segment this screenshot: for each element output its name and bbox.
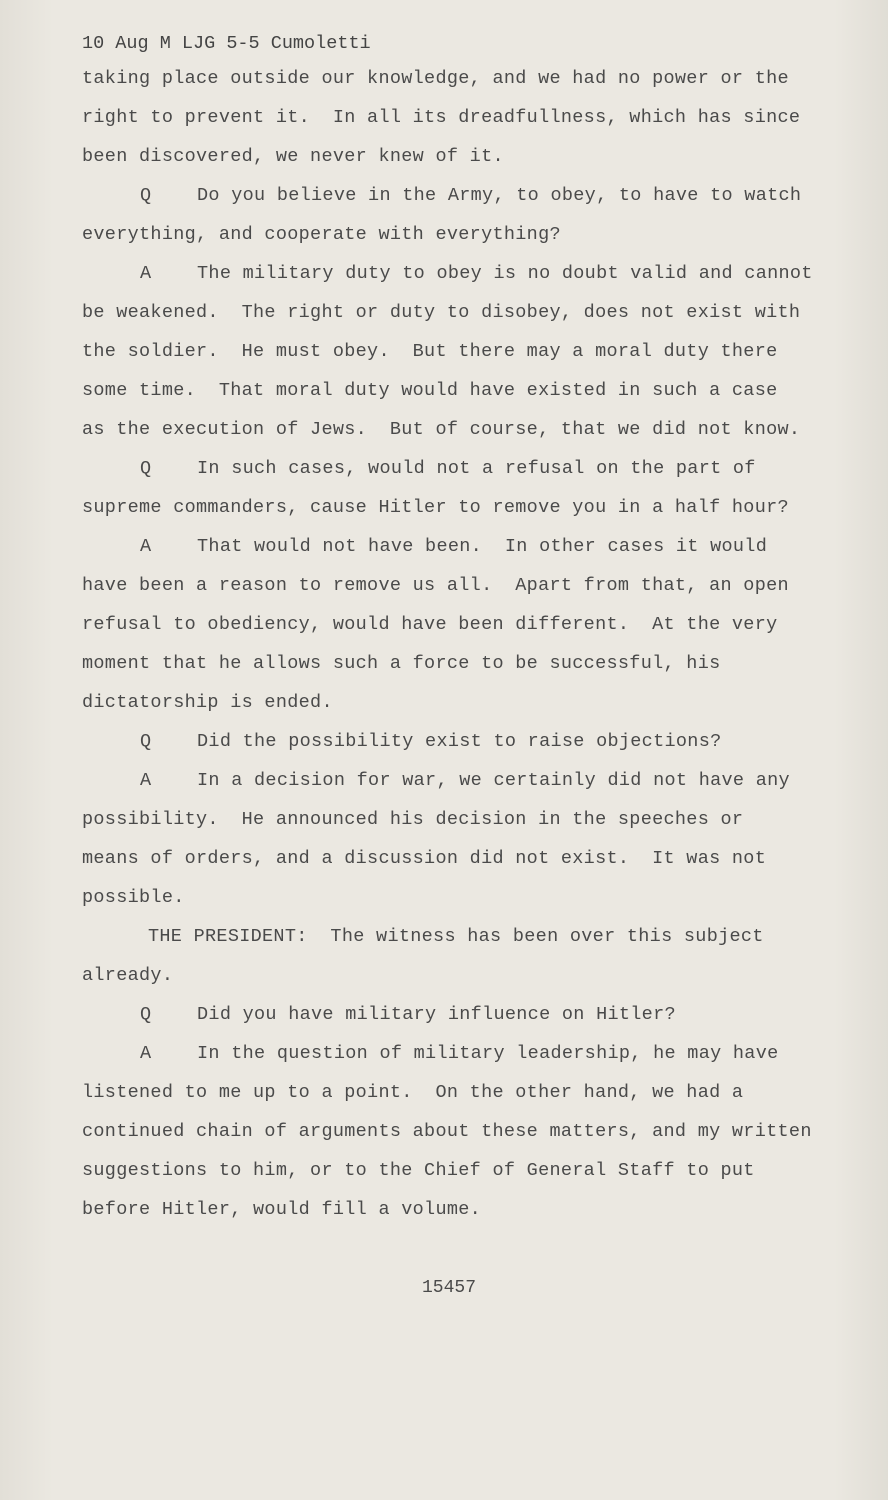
text-line: means of orders, and a discussion did not exist. It was not xyxy=(82,848,767,869)
text-line: refusal to obediency, would have been different. At the very xyxy=(82,614,778,635)
text-line: supreme commanders, cause Hitler to remove you in a half hour? xyxy=(82,497,789,518)
text-line: Q Do you believe in the Army, to obey, to have to watch xyxy=(140,185,802,206)
text-line: moment that he allows such a force to be successful, his xyxy=(82,653,721,674)
page-header: 10 Aug M LJG 5-5 Cumoletti xyxy=(82,33,371,54)
page-number: 15457 xyxy=(422,1278,477,1298)
text-line: right to prevent it. In all its dreadfullness, which has since xyxy=(82,107,801,128)
text-line: A In a decision for war, we certainly did not have any xyxy=(140,770,790,791)
text-line: listened to me up to a point. On the other hand, we had a xyxy=(82,1082,744,1103)
text-line: Q Did you have military influence on Hitler? xyxy=(140,1004,676,1025)
text-line: before Hitler, would fill a volume. xyxy=(82,1199,482,1220)
text-line: continued chain of arguments about these matters, and my written xyxy=(82,1121,812,1142)
text-line: as the execution of Jews. But of course, that we did not know. xyxy=(82,419,801,440)
text-line: everything, and cooperate with everything? xyxy=(82,224,561,245)
text-line: A In the question of military leadership, he may have xyxy=(140,1043,779,1064)
text-line: suggestions to him, or to the Chief of General Staff to put xyxy=(82,1160,755,1181)
text-line: already. xyxy=(82,965,174,986)
text-line: possibility. He announced his decision in the speeches or xyxy=(82,809,744,830)
text-line: Q In such cases, would not a refusal on the part of xyxy=(140,458,756,479)
text-line: be weakened. The right or duty to disobey, does not exist with xyxy=(82,302,801,323)
text-line: taking place outside our knowledge, and we had no power or the xyxy=(82,68,789,89)
text-line: been discovered, we never knew of it. xyxy=(82,146,504,167)
text-line: the soldier. He must obey. But there may a moral duty there xyxy=(82,341,778,362)
text-line: some time. That moral duty would have existed in such a case xyxy=(82,380,778,401)
text-line: A The military duty to obey is no doubt valid and cannot xyxy=(140,263,813,284)
text-line: THE PRESIDENT: The witness has been over this subject xyxy=(148,926,764,947)
text-line: dictatorship is ended. xyxy=(82,692,333,713)
text-line: A That would not have been. In other cases it would xyxy=(140,536,768,557)
text-line: Q Did the possibility exist to raise objections? xyxy=(140,731,722,752)
text-line: have been a reason to remove us all. Apart from that, an open xyxy=(82,575,789,596)
text-line: possible. xyxy=(82,887,185,908)
